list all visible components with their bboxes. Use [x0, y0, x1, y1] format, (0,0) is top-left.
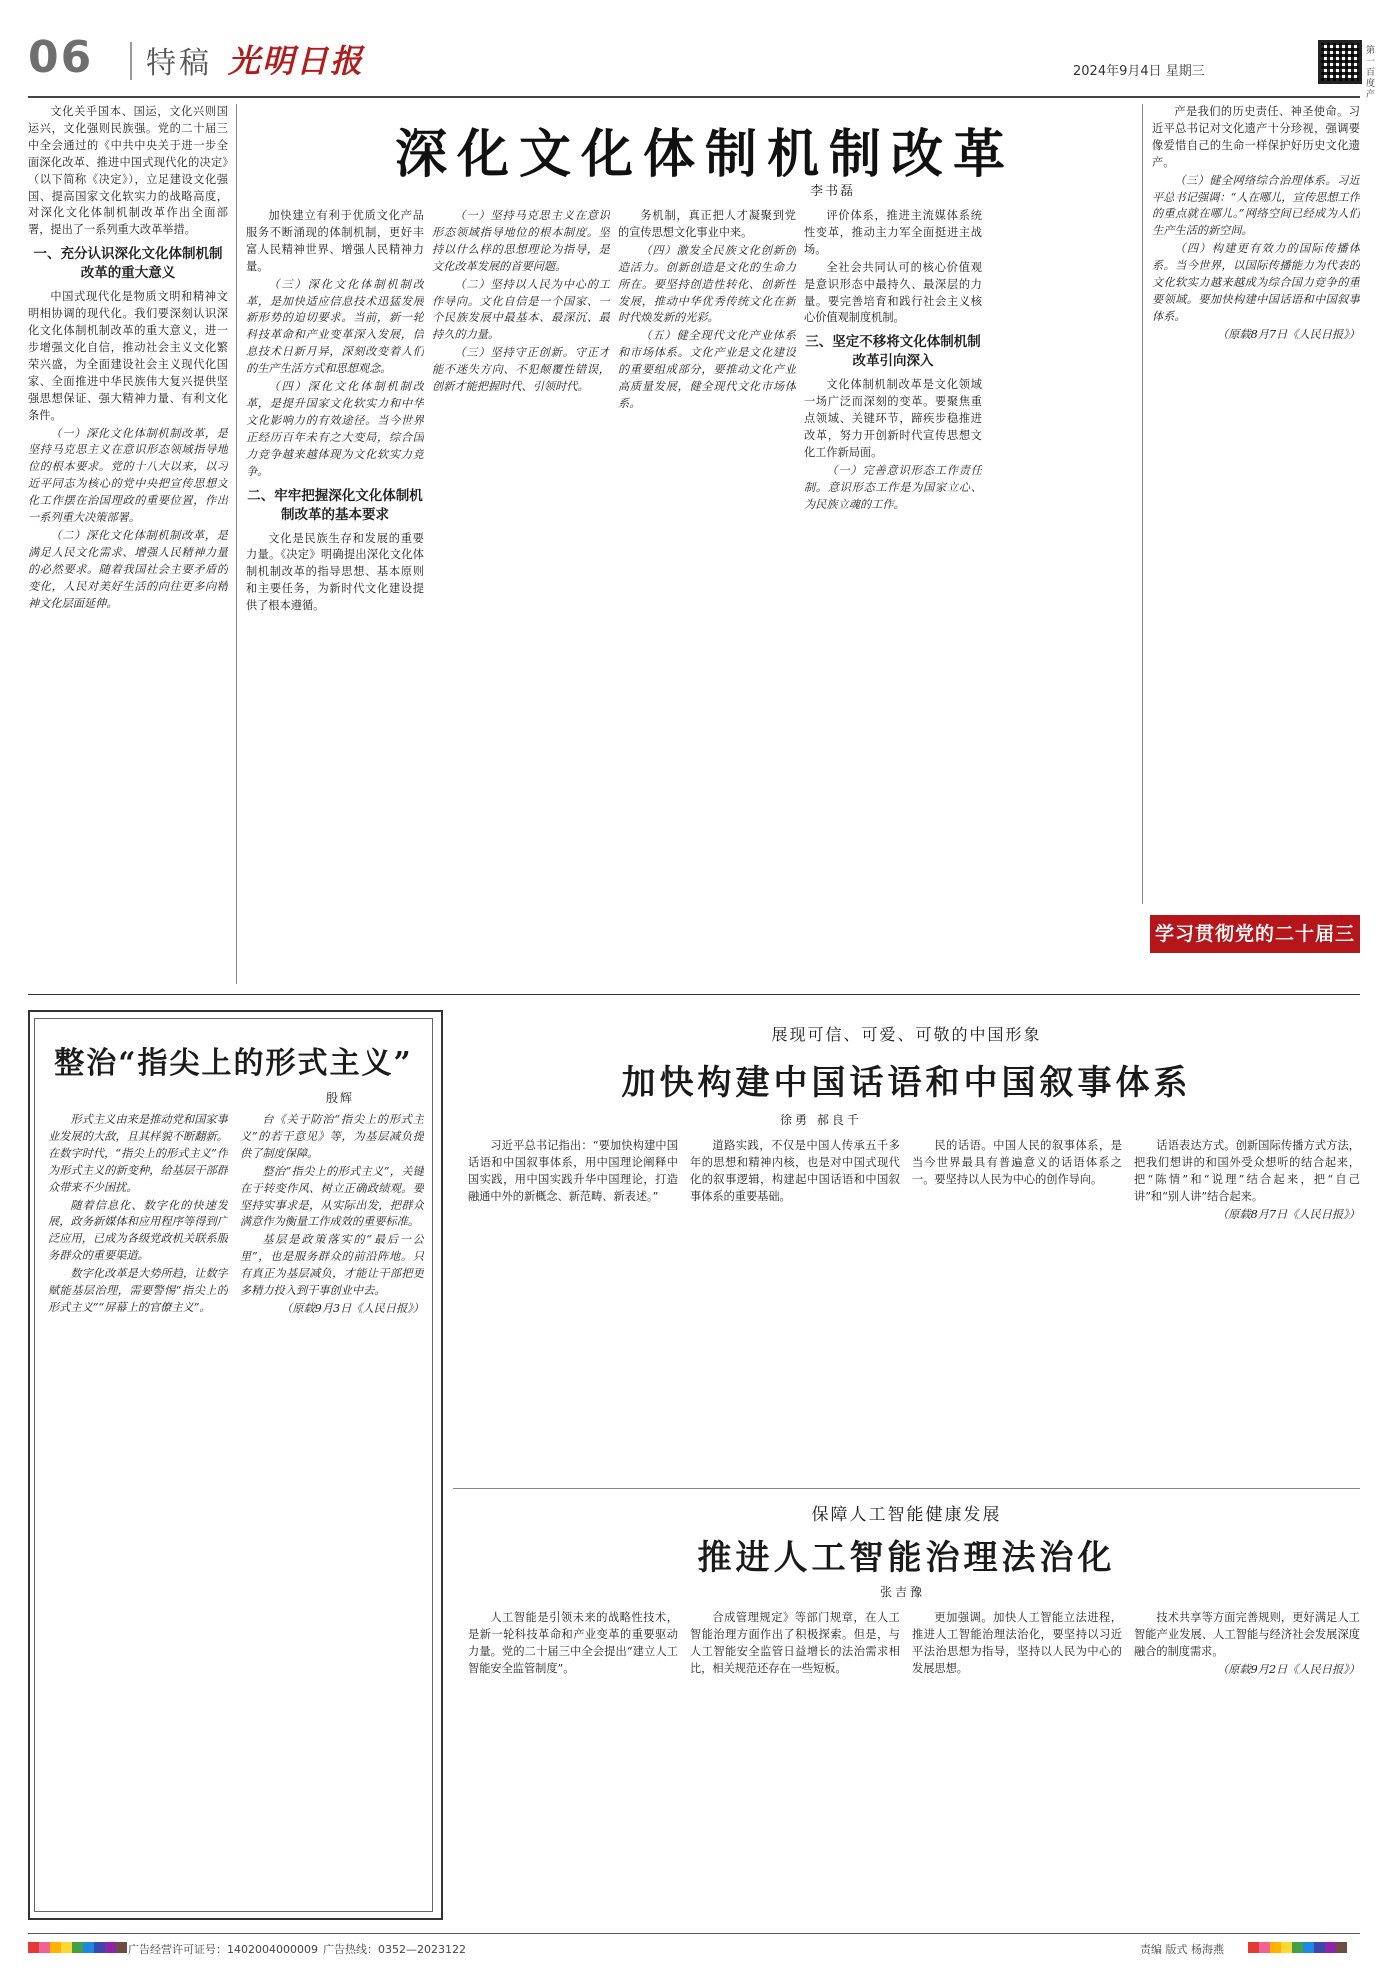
- color-swatch: [1292, 1942, 1303, 1953]
- middle-article-column-3: [912, 1138, 1122, 1478]
- boxed-article-author: 殷辉: [326, 1091, 355, 1105]
- bottom-article-author: 张吉豫: [880, 1585, 926, 1599]
- section-divider: [28, 994, 1360, 995]
- qr-code-icon: [1318, 40, 1362, 84]
- section-heading: 二、牢牢把握深化文化体制机制改革的基本要求: [247, 487, 423, 523]
- paragraph: （一）深化文化体制机制改革，是坚持马克思主义在意识形态领域指导地位的根本要求。党的十八大以来，以习近平同志为核心的党中央把宣传思想文化工作摆在治国理政的重要位置，作出一系列重大决策部署。: [28, 426, 228, 525]
- paragraph: 合成管理规定》等部门规章，在人工智能治理方面作出了积极探索。但是，与人工智能安全监管日益增长的法治需求相比，相关规范还存在一些短板。: [690, 1611, 900, 1675]
- paragraph: （三）健全网络综合治理体系。习近平总书记强调：“人在哪儿，宣传思想工作的重点就在哪儿。”网络空间已经成为人们生产生活的新空间。: [1152, 173, 1360, 238]
- paragraph: 更加强调。加快人工智能立法进程，推进人工智能治理法治化，要坚持以习近平法治思想为指导，坚持以人民为中心的发展思想。: [912, 1611, 1122, 1675]
- paragraph: （三）坚持守正创新。守正才能不迷失方向、不犯颠覆性错误，创新才能把握时代、引领时代。: [432, 346, 610, 394]
- paragraph: 习近平总书记指出：“要加快构建中国话语和中国叙事体系，用中国理论阐释中国实践，用中国实践升华中国理论，打造融通中外的新概念、新范畴、新表述。”: [468, 1139, 678, 1203]
- middle-article-title: 加快构建中国话语和中国叙事体系: [621, 1063, 1192, 1103]
- middle-article-column-1: [468, 1138, 678, 1478]
- issue-date: 2024年9月4日 星期三: [1073, 64, 1205, 79]
- masthead-rule: [28, 96, 1360, 98]
- top-article-column-6: [1152, 104, 1360, 904]
- editor-credits: 责编 版式 杨海燕: [1140, 1943, 1224, 1956]
- boxed-article-title: 整治“指尖上的形式主义”: [54, 1046, 413, 1081]
- color-swatch: [116, 1942, 127, 1953]
- color-swatch: [94, 1942, 105, 1953]
- boxed-article-column-1: [48, 1112, 228, 1902]
- page-footer: [28, 1938, 1360, 1962]
- footer-rule: [28, 1933, 1360, 1934]
- column-rule: [236, 104, 237, 984]
- section-heading: 三、坚定不移将文化体制机制改革引向深入: [805, 334, 981, 370]
- paragraph: 务机制，真正把人才凝聚到党的宣传思想文化事业中来。: [618, 209, 796, 239]
- top-article-column-4: [618, 208, 796, 984]
- paragraph: （一）坚持马克思主义在意识形态领域指导地位的根本制度。坚持以什么样的思想理论为指导，是文化改革发展的首要问题。: [432, 209, 610, 273]
- page-number: 06: [28, 32, 94, 83]
- color-swatch: [28, 1942, 39, 1953]
- paragraph: 随着信息化、数字化的快速发展，政务新媒体和应用程序等得到广泛应用，已成为各级党政机关联系服务群众的重要渠道。: [48, 1198, 228, 1263]
- paragraph: （一）完善意识形态工作责任制。意识形态工作是为国家立心、为民族立魂的工作。: [804, 463, 982, 511]
- color-swatch: [1314, 1942, 1325, 1953]
- paragraph: 台《关于防治“指尖上的形式主义”的若干意见》等，为基层减负提供了制度保障。: [240, 1113, 424, 1160]
- paragraph: （四）构建更有效力的国际传播体系。当今世界，以国际传播能力为代表的文化软实力越来越成为综合国力竞争的重要领域。要加快构建中国话语和中国叙事体系。: [1152, 242, 1360, 323]
- paragraph: 文化是民族生存和发展的重要力量。《决定》明确提出深化文化体制机制改革的指导思想、基本原则和主要任务，为新时代文化建设提供了根本遵循。: [246, 531, 424, 613]
- color-swatch: [1270, 1942, 1281, 1953]
- paragraph: 民的话语。中国人民的叙事体系，是当今世界最具有普遍意义的话语体系之一。要坚持以人民为中心的创作导向。: [912, 1139, 1122, 1186]
- middle-article-authors: 徐勇 郝良千: [780, 1113, 862, 1127]
- paragraph: 文化关乎国本、国运，文化兴则国运兴，文化强则民族强。党的二十届三中全会通过的《中共中央关于进一步全面深化改革、推进中国式现代化的决定》（以下简称《决定》），立足建设文化强国、提高国家文化软实力的战略高度，对深化文化体制机制改革作出全面部署，提出了一系列重大改革举措。: [28, 105, 228, 237]
- color-swatch: [72, 1942, 83, 1953]
- color-calibration-bar: [28, 1942, 127, 1953]
- article-source: （原载9月3日《人民日报》）: [281, 1301, 424, 1315]
- section-heading: 一、充分认识深化文化体制机制改革的重大意义: [33, 246, 223, 282]
- paragraph: （二）坚持以人民为中心的工作导向。文化自信是一个国家、一个民族发展中最基本、最深沉、最持久的力量。: [432, 277, 610, 342]
- middle-article-kicker: 展现可信、可爱、可敬的中国形象: [771, 1025, 1042, 1044]
- middle-article-column-2: [690, 1138, 900, 1478]
- paragraph: （四）激发全民族文化创新创造活力。创新创造是文化的生命力所在。要坚持创造性转化、创新性发展，推动中华优秀传统文化在新时代焕发新的光彩。: [618, 243, 796, 325]
- paragraph: 人工智能是引领未来的战略性技术，是新一轮科技革命和产业变革的重要驱动力量。党的二十届三中全会提出“建立人工智能安全监管制度”。: [468, 1611, 678, 1675]
- paragraph: （四）深化文化体制机制改革，是提升国家文化软实力和中华文化影响力的有效途径。当今世界正经历百年未有之大变局，综合国力竞争越来越体现为文化软实力竞争。: [246, 380, 424, 478]
- bottom-article-column-1: [468, 1610, 678, 1926]
- bottom-article-kicker: 保障人工智能健康发展: [811, 1505, 1002, 1525]
- color-swatch: [39, 1942, 50, 1953]
- article-source: （原载9月2日《人民日报》）: [1217, 1662, 1360, 1676]
- boxed-article-column-2: [240, 1112, 424, 1902]
- paragraph: 全社会共同认可的核心价值观是意识形态中最持久、最深层的力量。要完善培育和践行社会主义核心价值观制度机制。: [804, 260, 982, 325]
- paragraph: 话语表达方式。创新国际传播方式方法，把我们想讲的和国外受众想听的结合起来，把“陈情”和“说理”结合起来，把“自己讲”和“别人讲”结合起来。: [1134, 1139, 1360, 1203]
- paragraph: 整治“指尖上的形式主义”，关键在于转变作风、树立正确政绩观。要坚持实事求是，从实际出发，把群众满意作为衡量工作成效的重要标准。: [240, 1164, 424, 1229]
- color-swatch: [105, 1942, 116, 1953]
- color-swatch: [1259, 1942, 1270, 1953]
- column-rule: [1142, 104, 1143, 904]
- feature-banner: 学习贯彻党的二十届三中全会精神: [1150, 915, 1360, 953]
- paragraph: 产是我们的历史责任、神圣使命。习近平总书记对文化遗产十分珍视，强调要像爱惜自己的生命一样保护好历史文化遗产。: [1152, 105, 1360, 169]
- masthead: [28, 22, 1376, 102]
- paragraph: （三）深化文化体制机制改革，是加快适应信息技术迅猛发展新形势的迫切要求。当前，新一轮科技革命和产业变革深入发展，信息技术日新月异，深刻改变着人们的生产生活方式和思想观念。: [246, 277, 424, 376]
- color-swatch: [1303, 1942, 1314, 1953]
- color-swatch: [1281, 1942, 1292, 1953]
- top-article-title: 深化文化体制机制改革: [394, 124, 1015, 185]
- paragraph: （五）健全现代文化产业体系和市场体系。文化产业是文化建设的重要组成部分，要推动文化产业高质量发展，健全现代文化市场体系。: [618, 329, 796, 410]
- color-swatch: [50, 1942, 61, 1953]
- top-article-column-2: [246, 208, 424, 984]
- color-swatch: [1325, 1942, 1336, 1953]
- paragraph: （二）深化文化体制机制改革，是满足人民文化需求、增强人民精神力量的必然要求。随着我国社会主要矛盾的变化，人民对美好生活的向往更多向精神文化层面延伸。: [28, 528, 228, 610]
- bottom-article-column-4: [1134, 1610, 1360, 1926]
- bottom-article-title: 推进人工智能治理法治化: [697, 1538, 1116, 1578]
- middle-article-column-4: [1134, 1138, 1360, 1478]
- top-article-column-5: [804, 208, 982, 984]
- bottom-article-column-3: [912, 1610, 1122, 1926]
- paragraph: 评价体系，推进主流媒体系统性变革，推动主力军全面挺进主战场。: [804, 209, 982, 256]
- color-swatch: [1248, 1942, 1259, 1953]
- paragraph: 加快建立有利于优质文化产品服务不断涌现的体制机制，更好丰富人民精神世界、增强人民精神力量。: [246, 209, 424, 273]
- qr-label: 第一百度产: [1366, 46, 1376, 100]
- paragraph: 数字化改革是大势所趋，让数字赋能基层治理，需要警惕“指尖上的形式主义”“屏幕上的官僚主义”。: [48, 1267, 228, 1314]
- section-divider: [453, 1488, 1360, 1489]
- top-article-column-1: [28, 104, 228, 984]
- paragraph: 中国式现代化是物质文明和精神文明相协调的现代化。我们要深刻认识深化文化体制机制改革的重大意义，进一步增强文化自信，推动社会主义文化繁荣兴盛，为全面建设社会主义现代化国家、全面推进中华民族伟大复兴提供坚强思想保证、强大精神力量、有利文化条件。: [28, 290, 228, 422]
- bottom-article-column-2: [690, 1610, 900, 1926]
- article-source: （原载8月7日《人民日报》）: [1217, 1207, 1360, 1221]
- paragraph: 道路实践，不仅是中国人传承五千多年的思想和精神内核，也是对中国式现代化的叙事逻辑，构建起中国话语和中国叙事体系的重要基础。: [690, 1139, 900, 1203]
- top-article-author: 李书磊: [810, 184, 856, 199]
- paragraph: 基层是政策落实的“最后一公里”，也是服务群众的前沿阵地。只有真正为基层减负，才能让干部把更多精力投入到干事创业中去。: [240, 1233, 424, 1298]
- color-calibration-bar: [1248, 1942, 1347, 1953]
- color-swatch: [83, 1942, 94, 1953]
- paragraph: 技术共享等方面完善规则，更好满足人工智能产业发展、人工智能与经济社会发展深度融合的制度需求。: [1134, 1611, 1360, 1658]
- section-name: 特稿: [146, 46, 212, 81]
- paragraph: 形式主义由来是推动党和国家事业发展的大敌，且其样貌不断翻新。在数字时代，“指尖上的形式主义”作为形式主义的新变种，给基层干部群众带来不少困扰。: [48, 1113, 228, 1194]
- paragraph: 文化体制机制改革是文化领域一场广泛而深刻的变革。要聚焦重点领域、关键环节，蹄疾步稳推进改革，努力开创新时代宣传思想文化工作新局面。: [804, 378, 982, 459]
- newspaper-logo: 光明日报: [228, 42, 365, 80]
- ad-license: 广告经营许可证号：1402004000009: [128, 1943, 318, 1956]
- top-article-column-3: [432, 208, 610, 984]
- ad-hotline: 广告热线：0352—2023122: [323, 1943, 466, 1956]
- color-swatch: [61, 1942, 72, 1953]
- color-swatch: [1336, 1942, 1347, 1953]
- masthead-divider: [130, 42, 132, 80]
- article-source: （原载8月7日《人民日报》）: [1217, 327, 1360, 341]
